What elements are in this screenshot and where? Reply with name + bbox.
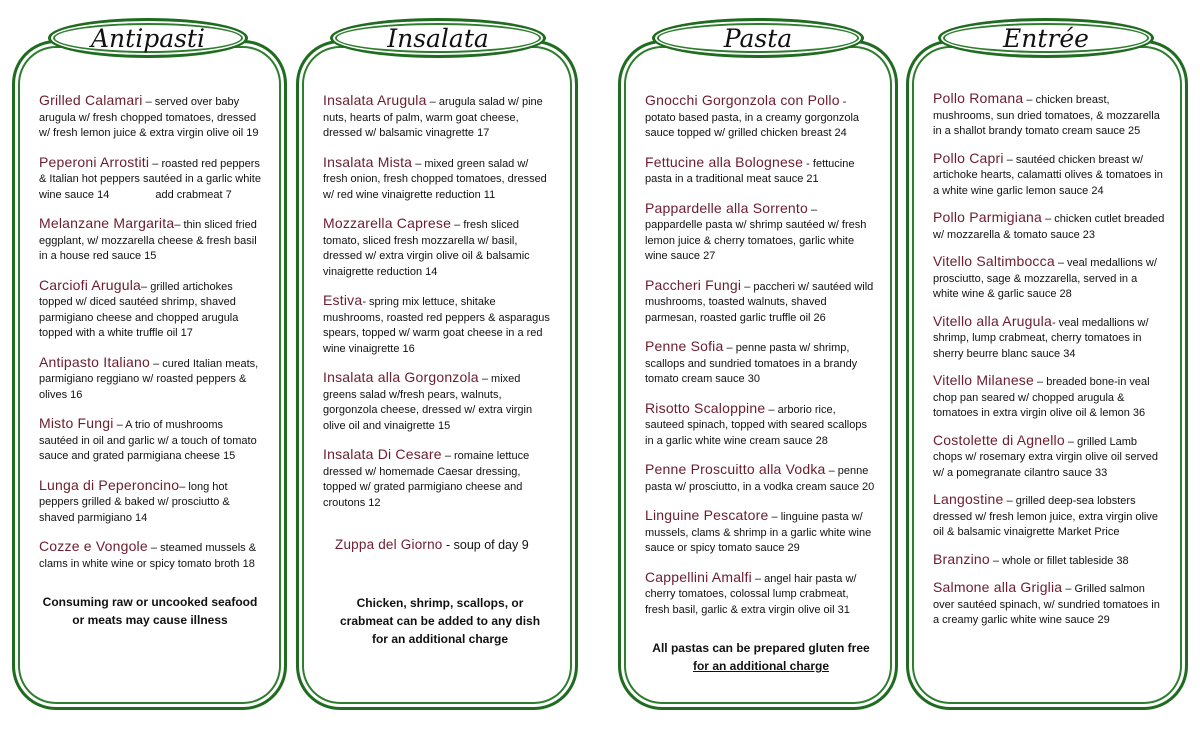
menu-item	[933, 254, 1165, 303]
menu-item	[933, 210, 1165, 243]
item-name: Insalata Arugula	[323, 92, 427, 108]
insalata-title: Insalata	[330, 18, 546, 58]
menu-item	[645, 508, 875, 557]
item-name: Vitello Milanese	[933, 372, 1034, 388]
item-desc: – roasted red peppers & Italian hot peppers sautéed in a garlic white wine sauce 14	[39, 157, 261, 201]
item-desc: – romaine lettuce dressed w/ homemade Caesar dressing, topped w/ grated parmigiano cheese and croutons 12	[323, 450, 530, 509]
gluten-free-note	[631, 639, 891, 675]
entree-list	[933, 91, 1165, 640]
menu-item	[933, 151, 1165, 200]
item-name: Pappardelle alla Sorrento	[645, 199, 808, 216]
item-name: Pollo Romana	[933, 90, 1024, 106]
menu-item	[39, 416, 261, 465]
item-name: Langostine	[933, 491, 1004, 507]
menu-item	[323, 447, 555, 511]
item-desc: – sautéed chicken breast w/ artichoke hearts, calamatti olives & tomatoes in a white wine garlic lemon sauce 24	[933, 153, 1163, 197]
item-desc: – long hot peppers grilled & baked w/ prosciutto & shaved parmigiano 14	[39, 480, 230, 524]
item-desc: – breaded bone-in veal chop pan seared w/ chopped arugula & tomatoes in extra virgin olive oil & lemon 36	[933, 376, 1150, 419]
item-name: Lunga di Peperoncino	[39, 476, 180, 493]
menu-item	[933, 373, 1165, 422]
antipasti-title: Antipasti	[48, 18, 248, 58]
item-name: Insalata Mista	[323, 153, 413, 170]
menu-item	[645, 570, 875, 619]
note-line: crabmeat can be added to any dish	[339, 614, 541, 628]
item-desc: – arugula salad w/ pine nuts, hearts of palm, warm goat cheese, dressed w/ balsamic vinagrette 17	[323, 96, 543, 139]
menu-item	[645, 401, 875, 450]
item-desc: – mixed green salad w/ fresh onion, fresh chopped tomatoes, dressed w/ red wine vinaigrette reduction 11	[323, 157, 547, 201]
raw-food-warning	[25, 593, 275, 629]
item-desc: – pappardelle pasta w/ shrimp sautéed w/ fresh lemon juice & cherry tomatoes, garlic white wine sauce 27	[645, 203, 867, 262]
menu-item	[39, 539, 261, 572]
menu-item	[323, 293, 555, 357]
note-line: Consuming raw or uncooked seafood	[42, 595, 258, 609]
item-name: Gnocchi Gorgonzola con Pollo	[645, 92, 840, 108]
note-line: Chicken, shrimp, scallops, or	[356, 596, 524, 610]
menu-item	[323, 155, 555, 204]
menu-item	[645, 201, 875, 265]
item-name: Peperoni Arrostiti	[39, 153, 150, 170]
menu-item	[933, 552, 1165, 570]
item-name: Mozzarella Caprese	[323, 215, 452, 231]
note-line: for an additional charge	[692, 659, 830, 673]
item-desc: – paccheri w/ sautéed wild mushrooms, toasted walnuts, shaved parmesan, roasted garlic truffle oil 26	[645, 280, 874, 324]
item-extra: add crabmeat 7	[155, 188, 232, 201]
item-name: Costolette di Agnello	[933, 431, 1065, 448]
pasta-panel	[618, 40, 898, 710]
menu-item	[645, 93, 875, 142]
item-name: Antipasto Italiano	[39, 353, 151, 370]
item-name: Cozze e Vongole	[39, 538, 148, 554]
item-desc: – mixed greens salad w/fresh pears, walnuts, gorgonzola cheese, dressed w/ extra virgin olive oil and vinaigrette 15	[323, 373, 533, 432]
entree-panel	[906, 40, 1188, 710]
note-line: for an additional charge	[371, 632, 509, 646]
item-desc: – Grilled salmon over sautéed spinach, w/ sundried tomatoes in a creamy garlic white wine sauce 29	[933, 583, 1160, 626]
item-name: Melanzane Margarita	[39, 215, 175, 231]
insalata-panel	[296, 40, 578, 710]
item-desc: – steamed mussels & clams in white wine or spicy tomato broth 18	[39, 542, 257, 570]
item-desc: - potato based pasta, in a creamy gorgonzola sauce topped w/ grilled chicken breast 24	[645, 96, 860, 139]
item-name: Estiva	[323, 292, 363, 308]
menu-item	[933, 91, 1165, 140]
item-name: Penne Proscuitto alla Vodka	[645, 461, 826, 477]
item-name: Cappellini Amalfi	[645, 568, 752, 585]
menu-item	[933, 433, 1165, 482]
add-protein-note	[309, 594, 571, 648]
item-desc: – cured Italian meats, parmigiano reggiano w/ roasted peppers & olives 16	[39, 357, 259, 401]
item-desc: - veal medallions w/ shrimp, lump crabmeat, cherry tomatoes in sherry beurre blanc sauce 34	[933, 316, 1149, 360]
note-line: or meats may cause illness	[72, 613, 228, 627]
item-desc: – grilled artichokes topped w/ diced sautéed shrimp, shaved parmigiano cheese and chopped arugula topped with a white truffle oil 17	[39, 280, 239, 339]
item-name: Risotto Scaloppine	[645, 399, 766, 416]
item-desc: – linguine pasta w/ mussels, clams & shrimp in a garlic white wine sauce or spicy tomato sauce 29	[645, 511, 872, 554]
item-desc: – thin sliced fried eggplant, w/ mozzarella cheese & fresh basil in a house red sauce 15	[39, 219, 257, 262]
item-name: Paccheri Fungi	[645, 276, 742, 293]
item-desc: – arborio rice, sauteed spinach, topped with seared scallops in a garlic white wine cream sauce 28	[645, 403, 867, 447]
item-desc: – fresh sliced tomato, sliced fresh mozzarella w/ basil, dressed w/ extra virgin olive oil & balsamic vinaigrette reduction 14	[323, 219, 530, 278]
soup-name: Zuppa del Giorno	[335, 537, 443, 552]
item-desc: – served over baby arugula w/ fresh chopped tomatoes, dressed w/ fresh lemon juice & extra virgin olive oil 19	[39, 96, 259, 139]
menu-item	[39, 93, 261, 142]
item-name: Salmone alla Griglia	[933, 579, 1063, 595]
item-desc: – penne pasta w/ prosciutto, in a vodka cream sauce 20	[645, 465, 875, 493]
menu-item	[645, 155, 875, 188]
menu-item	[933, 580, 1165, 629]
soup-of-day	[335, 537, 529, 552]
item-name: Fettucine alla Bolognese	[645, 153, 804, 170]
item-desc: - spring mix lettuce, shitake mushrooms, roasted red peppers & asparagus spears, topped w/ warm goat cheese in a red wine vinaigrette 16	[323, 296, 550, 355]
menu-item	[323, 93, 555, 142]
item-desc: – veal medallions w/ prosciutto, sage & mozzarella, served in a white wine & garlic sauce 28	[933, 257, 1157, 300]
item-desc: - fettucine pasta in a traditional meat sauce 21	[645, 157, 855, 185]
item-name: Grilled Calamari	[39, 92, 143, 108]
menu-item	[323, 216, 555, 280]
item-desc: – penne pasta w/ shrimp, scallops and sundried tomatoes in a brandy tomato cream sauce 30	[645, 342, 858, 385]
item-name: Pollo Parmigiana	[933, 209, 1043, 225]
menu-item	[39, 155, 261, 204]
item-name: Misto Fungi	[39, 415, 114, 431]
menu-item	[39, 278, 261, 342]
item-desc: – chicken cutlet breaded w/ mozzarella & tomato sauce 23	[933, 213, 1165, 241]
menu-item	[933, 314, 1165, 363]
item-name: Vitello Saltimbocca	[933, 253, 1055, 269]
item-name: Penne Sofia	[645, 338, 724, 354]
item-name: Linguine Pescatore	[645, 507, 769, 523]
item-desc: – angel hair pasta w/ cherry tomatoes, colossal lump crabmeat, fresh basil, garlic & extra virgin olive oil 31	[645, 572, 857, 616]
pasta-title: Pasta	[652, 18, 864, 58]
menu-item	[645, 339, 875, 388]
item-name: Pollo Capri	[933, 149, 1004, 166]
note-line: All pastas can be prepared gluten free	[652, 641, 870, 655]
menu-item	[39, 216, 261, 265]
menu-item	[933, 492, 1165, 541]
insalata-list	[323, 93, 555, 524]
item-desc: – grilled Lamb chops w/ rosemary extra virgin olive oil served w/ a pomegranate cilantro sauce 33	[933, 435, 1158, 479]
menu-item	[39, 355, 261, 404]
menu-item	[323, 370, 555, 434]
entree-title: Entrée	[938, 18, 1154, 58]
item-name: Insalata alla Gorgonzola	[323, 369, 479, 385]
menu-item	[39, 478, 261, 527]
item-desc: – A trio of mushrooms sautéed in oil and garlic w/ a touch of tomato sauce and grated parmigiana cheese 15	[39, 419, 257, 462]
item-desc: – chicken breast, mushrooms, sun dried tomatoes, & mozzarella in a shallot brandy tomato cream sauce 25	[933, 94, 1160, 137]
item-name: Vitello alla Arugula	[933, 312, 1052, 329]
menu-item	[645, 462, 875, 495]
antipasti-list	[39, 93, 261, 585]
item-desc: – whole or fillet tableside 38	[989, 554, 1129, 567]
item-desc: – grilled deep-sea lobsters dressed w/ fresh lemon juice, extra virgin olive oil & balsamic vinaigrette Market Price	[933, 495, 1158, 538]
item-name: Branzino	[933, 550, 990, 567]
pasta-list	[645, 93, 875, 631]
antipasti-panel	[12, 40, 287, 710]
item-name: Carciofi Arugula	[39, 276, 142, 293]
item-name: Insalata Di Cesare	[323, 446, 442, 462]
soup-desc: - soup of day 9	[442, 538, 529, 552]
menu-item	[645, 278, 875, 327]
